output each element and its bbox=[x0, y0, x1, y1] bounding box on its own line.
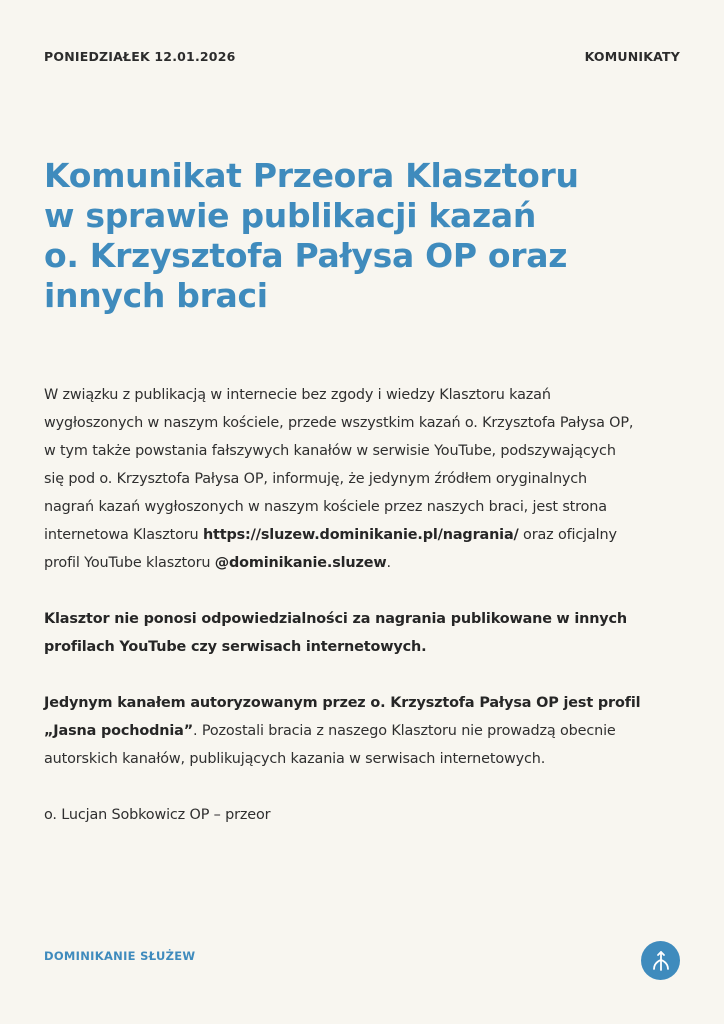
paragraph-intro bbox=[44, 381, 684, 577]
title-line: w sprawie publikacji kazań bbox=[44, 196, 537, 235]
text-line: wygłoszonych w naszym kościele, przede wszystkim kazań o. Krzysztofa Pałysa OP, bbox=[44, 415, 634, 431]
dominican-cross-logo-icon[interactable] bbox=[641, 941, 680, 980]
footer-brand[interactable]: DOMINIKANIE SŁUŻEW bbox=[44, 949, 196, 963]
logo-glyph bbox=[650, 950, 672, 972]
text-line: w tym także powstania fałszywych kanałów w serwisie YouTube, podszywających bbox=[44, 443, 616, 459]
title-line: innych braci bbox=[44, 276, 268, 315]
title-line: Komunikat Przeora Klasztoru bbox=[44, 156, 579, 195]
text-line: Jedynym kanałem autoryzowanym przez o. Krzysztofa Pałysa OP jest profil bbox=[44, 695, 641, 711]
text-line bbox=[44, 717, 684, 745]
title-line: o. Krzysztofa Pałysa OP oraz bbox=[44, 236, 568, 275]
text-line: w innych profilach YouTube czy serwisach internetowych. bbox=[44, 611, 627, 655]
signature-text: o. Lucjan Sobkowicz OP – przeor bbox=[44, 807, 271, 823]
text-line: nagrań kazań wygłoszonych w naszym kościele przez naszych braci, jest strona bbox=[44, 499, 607, 515]
text-line: Klasztor nie ponosi odpowiedzialności za nagrania publikowane bbox=[44, 611, 552, 627]
youtube-handle: @dominikanie.sluzew bbox=[214, 555, 387, 571]
text-line bbox=[44, 521, 684, 549]
text-segment: . Pozostali bracia z naszego Klasztoru nie prowadzą obecnie bbox=[193, 723, 616, 739]
header-category-link[interactable]: KOMUNIKATY bbox=[584, 48, 680, 64]
text-segment: profil YouTube klasztoru bbox=[44, 555, 215, 571]
article-body bbox=[44, 381, 684, 829]
text-line: W związku z publikacją w internecie bez zgody i wiedzy Klasztoru kazań bbox=[44, 387, 551, 403]
text-segment: . bbox=[386, 555, 391, 571]
article-title bbox=[44, 156, 604, 316]
paragraph-authorized-channel bbox=[44, 689, 684, 773]
paragraph-disclaimer bbox=[44, 605, 684, 661]
recordings-link[interactable]: https://sluzew.dominikanie.pl/nagrania/ bbox=[202, 527, 519, 543]
text-segment: internetowa Klasztoru bbox=[44, 527, 203, 543]
text-line: się pod o. Krzysztofa Pałysa OP, informuję, że jedynym źródłem oryginalnych bbox=[44, 471, 588, 487]
text-line: autorskich kanałów, publikujących kazania w serwisach internetowych. bbox=[44, 751, 546, 767]
page-header bbox=[44, 46, 680, 66]
text-segment: oraz oficjalny bbox=[518, 527, 617, 543]
signature bbox=[44, 801, 684, 829]
text-line bbox=[44, 549, 684, 577]
header-date: PONIEDZIAŁEK 12.01.2026 bbox=[44, 48, 236, 64]
channel-name: „Jasna pochodnia” bbox=[44, 723, 194, 739]
